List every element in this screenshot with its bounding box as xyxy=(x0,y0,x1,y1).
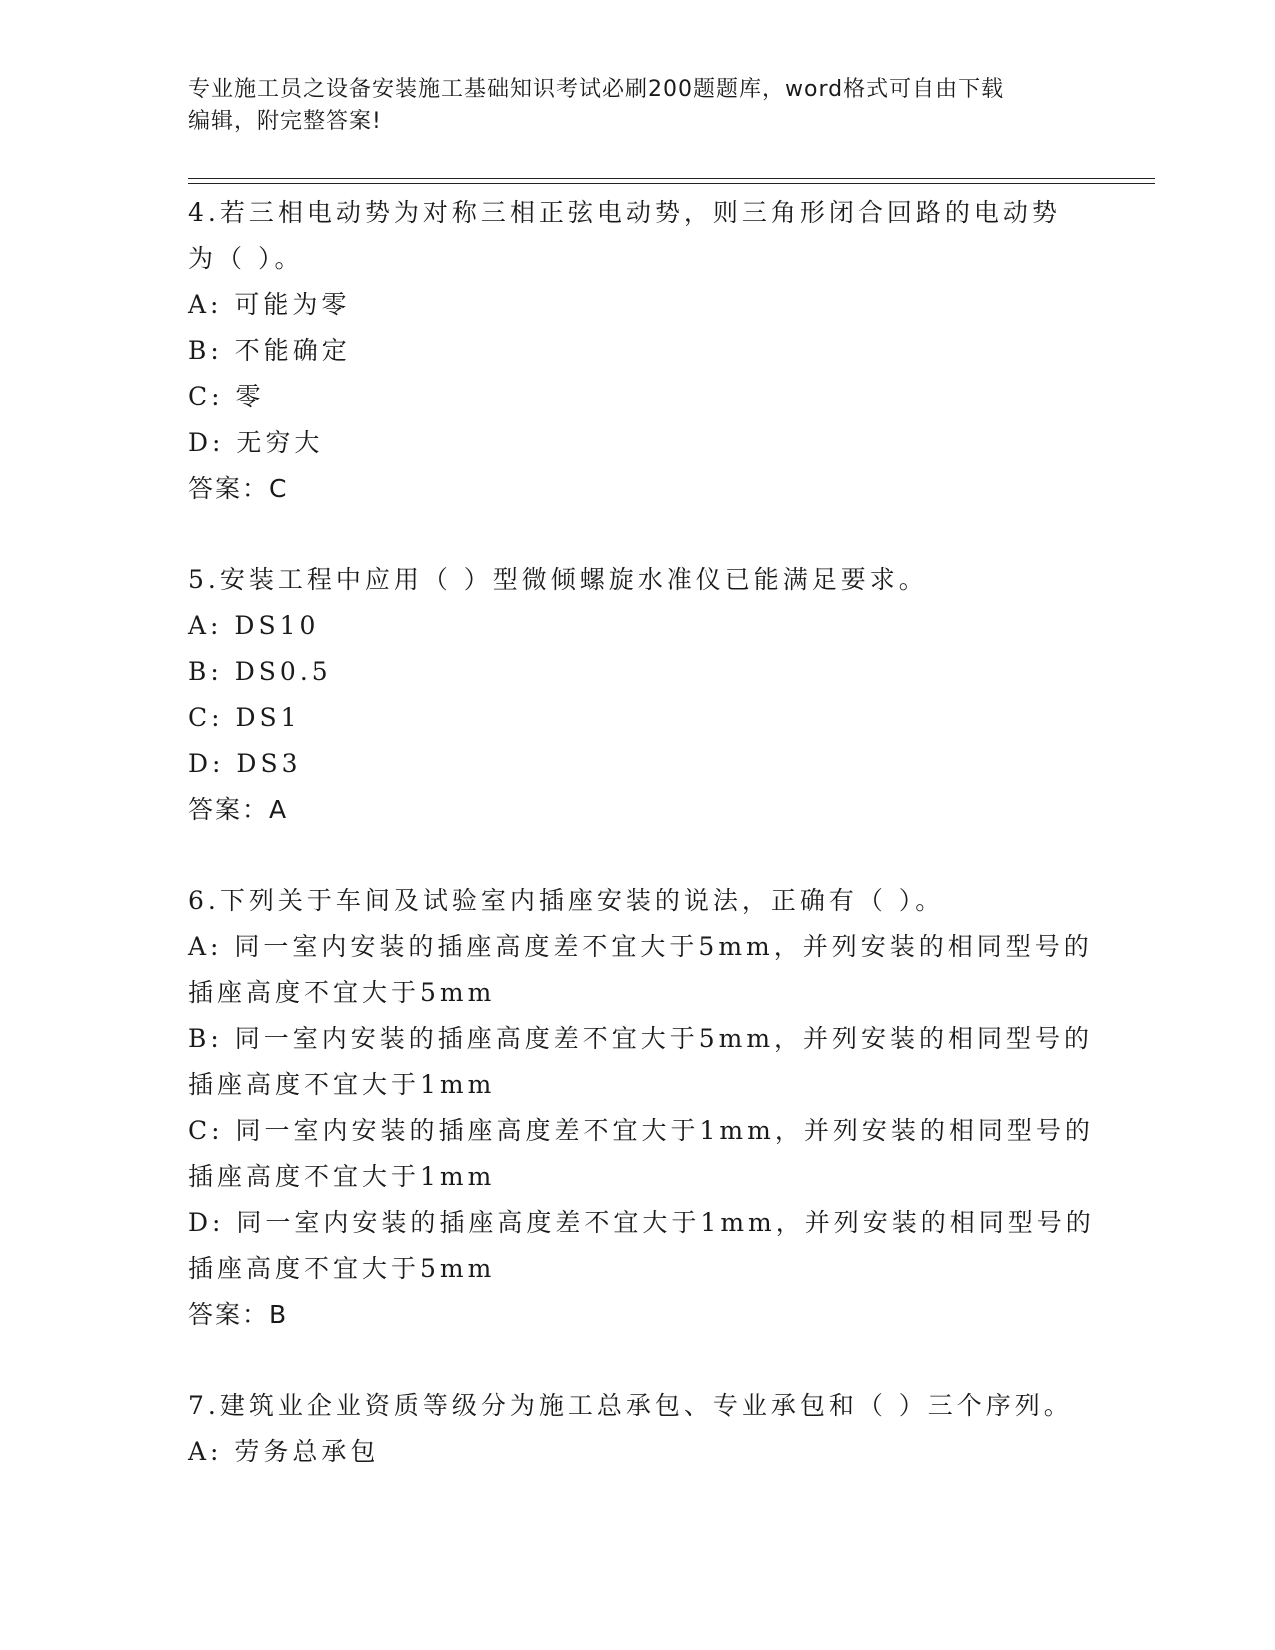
answer-option: A: DS10 xyxy=(188,611,320,640)
answer-key: 答案：B xyxy=(188,1300,289,1329)
answer-option: 插座高度不宜大于5mm xyxy=(188,978,496,1007)
answer-option: 插座高度不宜大于1mm xyxy=(188,1070,496,1099)
question-block xyxy=(188,190,1088,512)
answer-option: D: 同一室内安装的插座高度差不宜大于1mm，并列安装的相同型号的 xyxy=(188,1208,1095,1237)
header-divider-top xyxy=(188,178,1155,179)
answer-option: A: 劳务总承包 xyxy=(188,1437,380,1466)
question-block xyxy=(188,557,1088,833)
answer-option: D: 无穷大 xyxy=(188,428,324,457)
header-line-2: 编辑，附完整答案! xyxy=(188,109,382,134)
answer-option: D: DS3 xyxy=(188,749,302,778)
answer-option: 插座高度不宜大于5mm xyxy=(188,1254,496,1283)
header-line-1: 专业施工员之设备安装施工基础知识考试必刷200题题库，word格式可自由下载 xyxy=(188,77,1005,102)
document-header xyxy=(188,74,1068,138)
answer-option: C: 零 xyxy=(188,382,265,411)
answer-option: 插座高度不宜大于1mm xyxy=(188,1162,496,1191)
answer-key: 答案：A xyxy=(188,795,289,824)
answer-option: A: 同一室内安装的插座高度差不宜大于5mm，并列安装的相同型号的 xyxy=(188,932,1093,961)
answer-option: B: 不能确定 xyxy=(188,336,351,365)
answer-option: B: DS0.5 xyxy=(188,657,332,686)
question-stem: 4.若三相电动势为对称三相正弦电动势，则三角形闭合回路的电动势 xyxy=(188,198,1061,227)
question-spacer xyxy=(188,512,1088,557)
question-block xyxy=(188,1383,1088,1475)
header-divider-bottom xyxy=(188,183,1155,184)
answer-key: 答案：C xyxy=(188,474,289,503)
question-stem: 为（ ）。 xyxy=(188,244,304,273)
answer-option: C: 同一室内安装的插座高度差不宜大于1mm，并列安装的相同型号的 xyxy=(188,1116,1094,1145)
question-list xyxy=(188,190,1095,1475)
question-stem: 6.下列关于车间及试验室内插座安装的说法，正确有（ ）。 xyxy=(188,886,945,915)
answer-option: A: 可能为零 xyxy=(188,290,351,319)
question-stem: 7.建筑业企业资质等级分为施工总承包、专业承包和（ ）三个序列。 xyxy=(188,1391,1073,1420)
question-spacer xyxy=(188,833,1088,878)
question-stem: 5.安装工程中应用（ ）型微倾螺旋水准仪已能满足要求。 xyxy=(188,565,928,594)
answer-option: C: DS1 xyxy=(188,703,301,732)
question-spacer xyxy=(188,1338,1088,1383)
answer-option: B: 同一室内安装的插座高度差不宜大于5mm，并列安装的相同型号的 xyxy=(188,1024,1094,1053)
question-block xyxy=(188,878,1095,1338)
